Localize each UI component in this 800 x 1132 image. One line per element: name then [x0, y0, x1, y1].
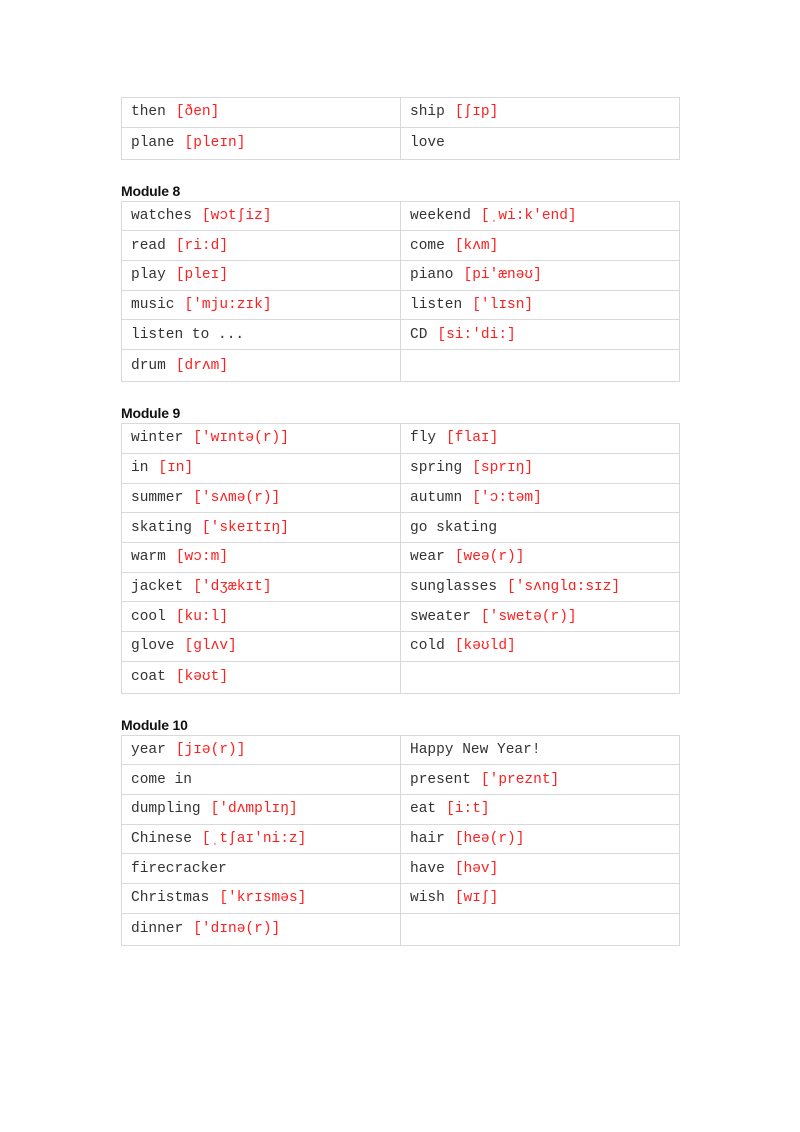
- vocabulary-word: in: [131, 460, 149, 477]
- vocabulary-word: then: [131, 104, 166, 121]
- vocabulary-word: ship: [410, 104, 445, 121]
- vocabulary-cell: [401, 765, 680, 795]
- vocabulary-cell: [401, 290, 680, 320]
- vocabulary-word: CD: [410, 326, 428, 343]
- vocabulary-cell: [122, 350, 401, 382]
- vocabulary-cell: [122, 661, 401, 693]
- vocabulary-page: [121, 97, 679, 946]
- vocabulary-table: [121, 423, 680, 694]
- vocabulary-cell: [122, 854, 401, 884]
- phonetic-transcription: [ʃɪp]: [454, 104, 499, 121]
- phonetic-transcription: [həv]: [454, 860, 499, 877]
- vocabulary-cell: [401, 631, 680, 661]
- vocabulary-cell: [401, 572, 680, 602]
- vocabulary-word: summer: [131, 489, 184, 506]
- vocabulary-word: have: [410, 860, 445, 877]
- vocabulary-word: skating: [131, 519, 192, 536]
- table-row: [122, 261, 680, 291]
- vocabulary-word: listen: [410, 297, 463, 314]
- vocabulary-word: dumpling: [131, 801, 201, 818]
- vocabulary-cell: [401, 602, 680, 632]
- phonetic-transcription: ['ɔ:təm]: [472, 489, 542, 506]
- vocabulary-word: plane: [131, 135, 175, 152]
- vocabulary-word: music: [131, 297, 175, 314]
- vocabulary-cell: [401, 127, 680, 159]
- section-heading-module-9: Module 9: [121, 405, 181, 422]
- vocabulary-word: come: [410, 237, 445, 254]
- phonetic-transcription: ['mju:zɪk]: [184, 297, 272, 314]
- phonetic-transcription: [glʌv]: [184, 638, 237, 655]
- phonetic-transcription: ['dʌmplɪŋ]: [210, 801, 298, 818]
- vocabulary-word: wear: [410, 549, 445, 566]
- vocabulary-cell: [401, 98, 680, 128]
- phonetic-transcription: [kʌm]: [454, 237, 499, 254]
- vocabulary-cell: [122, 824, 401, 854]
- table-row: [122, 98, 680, 128]
- vocabulary-word: glove: [131, 638, 175, 655]
- vocabulary-word: piano: [410, 267, 454, 284]
- phonetic-transcription: [wɔtʃiz]: [201, 208, 272, 225]
- vocabulary-word: go skating: [410, 519, 498, 536]
- phonetic-transcription: [ˌwi:k'end]: [480, 208, 577, 225]
- table-row: [122, 542, 680, 572]
- phonetic-transcription: [pi'ænəʊ]: [463, 267, 542, 284]
- table-row: [122, 661, 680, 693]
- vocabulary-cell: [122, 453, 401, 483]
- vocabulary-word: sweater: [410, 608, 471, 625]
- vocabulary-cell: [401, 453, 680, 483]
- phonetic-transcription: [si:'di:]: [437, 326, 516, 343]
- phonetic-transcription: [pleɪn]: [184, 135, 246, 152]
- phonetic-transcription: ['swetə(r)]: [480, 608, 577, 625]
- vocabulary-word: cool: [131, 608, 166, 625]
- phonetic-transcription: ['preznt]: [480, 771, 560, 788]
- vocabulary-cell: [401, 735, 680, 765]
- phonetic-transcription: [sprɪŋ]: [472, 460, 534, 477]
- vocabulary-word: eat: [410, 801, 437, 818]
- vocabulary-word: play: [131, 267, 166, 284]
- phonetic-transcription: ['lɪsn]: [472, 297, 534, 314]
- vocabulary-cell: [122, 261, 401, 291]
- phonetic-transcription: ['sʌmə(r)]: [193, 489, 281, 506]
- vocabulary-word: listen to ...: [131, 326, 245, 343]
- vocabulary-cell: [401, 483, 680, 513]
- table-row: [122, 765, 680, 795]
- table-row: [122, 483, 680, 513]
- table-row: [122, 350, 680, 382]
- table-row: [122, 320, 680, 350]
- vocabulary-cell: [122, 602, 401, 632]
- phonetic-transcription: [ri:d]: [175, 237, 229, 254]
- vocabulary-word: year: [131, 741, 166, 758]
- vocabulary-cell: [401, 913, 680, 945]
- vocabulary-cell: [122, 424, 401, 454]
- vocabulary-word: weekend: [410, 208, 471, 225]
- vocabulary-cell: [401, 320, 680, 350]
- table-row: [122, 513, 680, 543]
- phonetic-transcription: ['skeɪtɪŋ]: [201, 519, 289, 536]
- vocabulary-cell: [122, 513, 401, 543]
- phonetic-transcription: [heə(r)]: [454, 831, 525, 848]
- vocabulary-table: [121, 97, 680, 160]
- table-row: [122, 824, 680, 854]
- phonetic-transcription: ['dʒækɪt]: [193, 578, 272, 595]
- vocabulary-cell: [401, 513, 680, 543]
- table-row: [122, 201, 680, 231]
- phonetic-transcription: [wɔ:m]: [175, 549, 229, 566]
- phonetic-transcription: [wɪʃ]: [454, 890, 499, 907]
- table-row: [122, 913, 680, 945]
- vocabulary-word: spring: [410, 460, 463, 477]
- phonetic-transcription: [weə(r)]: [454, 549, 525, 566]
- phonetic-transcription: [ðen]: [175, 104, 220, 121]
- vocabulary-word: love: [410, 135, 445, 152]
- table-row: [122, 127, 680, 159]
- vocabulary-word: sunglasses: [410, 578, 498, 595]
- vocabulary-cell: [401, 884, 680, 914]
- phonetic-transcription: [jɪə(r)]: [175, 741, 246, 758]
- section-heading-module-10: Module 10: [121, 716, 188, 733]
- vocabulary-word: hair: [410, 831, 445, 848]
- vocabulary-cell: [122, 913, 401, 945]
- vocabulary-cell: [401, 661, 680, 693]
- vocabulary-word: cold: [410, 638, 445, 655]
- vocabulary-cell: [401, 201, 680, 231]
- vocabulary-table: [121, 201, 680, 382]
- vocabulary-cell: [122, 127, 401, 159]
- vocabulary-word: jacket: [131, 578, 184, 595]
- vocabulary-word: autumn: [410, 489, 463, 506]
- table-row: [122, 631, 680, 661]
- vocabulary-cell: [122, 290, 401, 320]
- phonetic-transcription: [ɪn]: [158, 460, 194, 477]
- table-row: [122, 854, 680, 884]
- phonetic-transcription: ['wɪntə(r)]: [193, 430, 289, 447]
- table-row: [122, 231, 680, 261]
- vocabulary-cell: [122, 735, 401, 765]
- table-row: [122, 290, 680, 320]
- phonetic-transcription: [flaɪ]: [446, 430, 499, 447]
- vocabulary-cell: [122, 542, 401, 572]
- vocabulary-cell: [122, 884, 401, 914]
- table-row: [122, 424, 680, 454]
- vocabulary-word: Happy New Year!: [410, 741, 541, 758]
- phonetic-transcription: [kəʊt]: [175, 669, 229, 686]
- vocabulary-cell: [122, 483, 401, 513]
- table-row: [122, 602, 680, 632]
- vocabulary-word: coat: [131, 669, 166, 686]
- vocabulary-word: dinner: [131, 921, 184, 938]
- table-row: [122, 453, 680, 483]
- vocabulary-cell: [122, 765, 401, 795]
- vocabulary-word: warm: [131, 549, 166, 566]
- vocabulary-word: come in: [131, 771, 192, 788]
- vocabulary-word: read: [131, 237, 166, 254]
- vocabulary-table: [121, 735, 680, 946]
- vocabulary-word: Christmas: [131, 890, 210, 907]
- vocabulary-word: present: [410, 771, 471, 788]
- vocabulary-cell: [122, 795, 401, 825]
- table-row: [122, 735, 680, 765]
- vocabulary-cell: [401, 795, 680, 825]
- vocabulary-word: winter: [131, 430, 184, 447]
- vocabulary-cell: [401, 854, 680, 884]
- vocabulary-word: firecracker: [131, 860, 227, 877]
- vocabulary-word: watches: [131, 208, 192, 225]
- table-row: [122, 572, 680, 602]
- vocabulary-cell: [401, 231, 680, 261]
- vocabulary-cell: [401, 261, 680, 291]
- phonetic-transcription: [ku:l]: [175, 608, 229, 625]
- phonetic-transcription: ['dɪnə(r)]: [193, 921, 281, 938]
- vocabulary-word: wish: [410, 890, 445, 907]
- vocabulary-cell: [122, 320, 401, 350]
- vocabulary-word: Chinese: [131, 831, 192, 848]
- vocabulary-cell: [401, 424, 680, 454]
- vocabulary-cell: [401, 824, 680, 854]
- table-row: [122, 884, 680, 914]
- phonetic-transcription: [pleɪ]: [175, 267, 229, 284]
- vocabulary-cell: [122, 572, 401, 602]
- phonetic-transcription: [drʌm]: [175, 357, 229, 374]
- vocabulary-word: fly: [410, 430, 437, 447]
- vocabulary-cell: [122, 231, 401, 261]
- vocabulary-word: drum: [131, 357, 166, 374]
- vocabulary-cell: [401, 542, 680, 572]
- phonetic-transcription: ['krɪsməs]: [219, 890, 307, 907]
- phonetic-transcription: ['sʌnglɑ:sɪz]: [507, 578, 621, 595]
- section-heading-module-8: Module 8: [121, 182, 181, 199]
- table-row: [122, 795, 680, 825]
- vocabulary-cell: [401, 350, 680, 382]
- vocabulary-cell: [122, 98, 401, 128]
- vocabulary-cell: [122, 631, 401, 661]
- phonetic-transcription: [kəʊld]: [454, 638, 516, 655]
- phonetic-transcription: [ˌtʃaɪ'ni:z]: [201, 831, 307, 848]
- vocabulary-cell: [122, 201, 401, 231]
- phonetic-transcription: [i:t]: [446, 801, 490, 818]
